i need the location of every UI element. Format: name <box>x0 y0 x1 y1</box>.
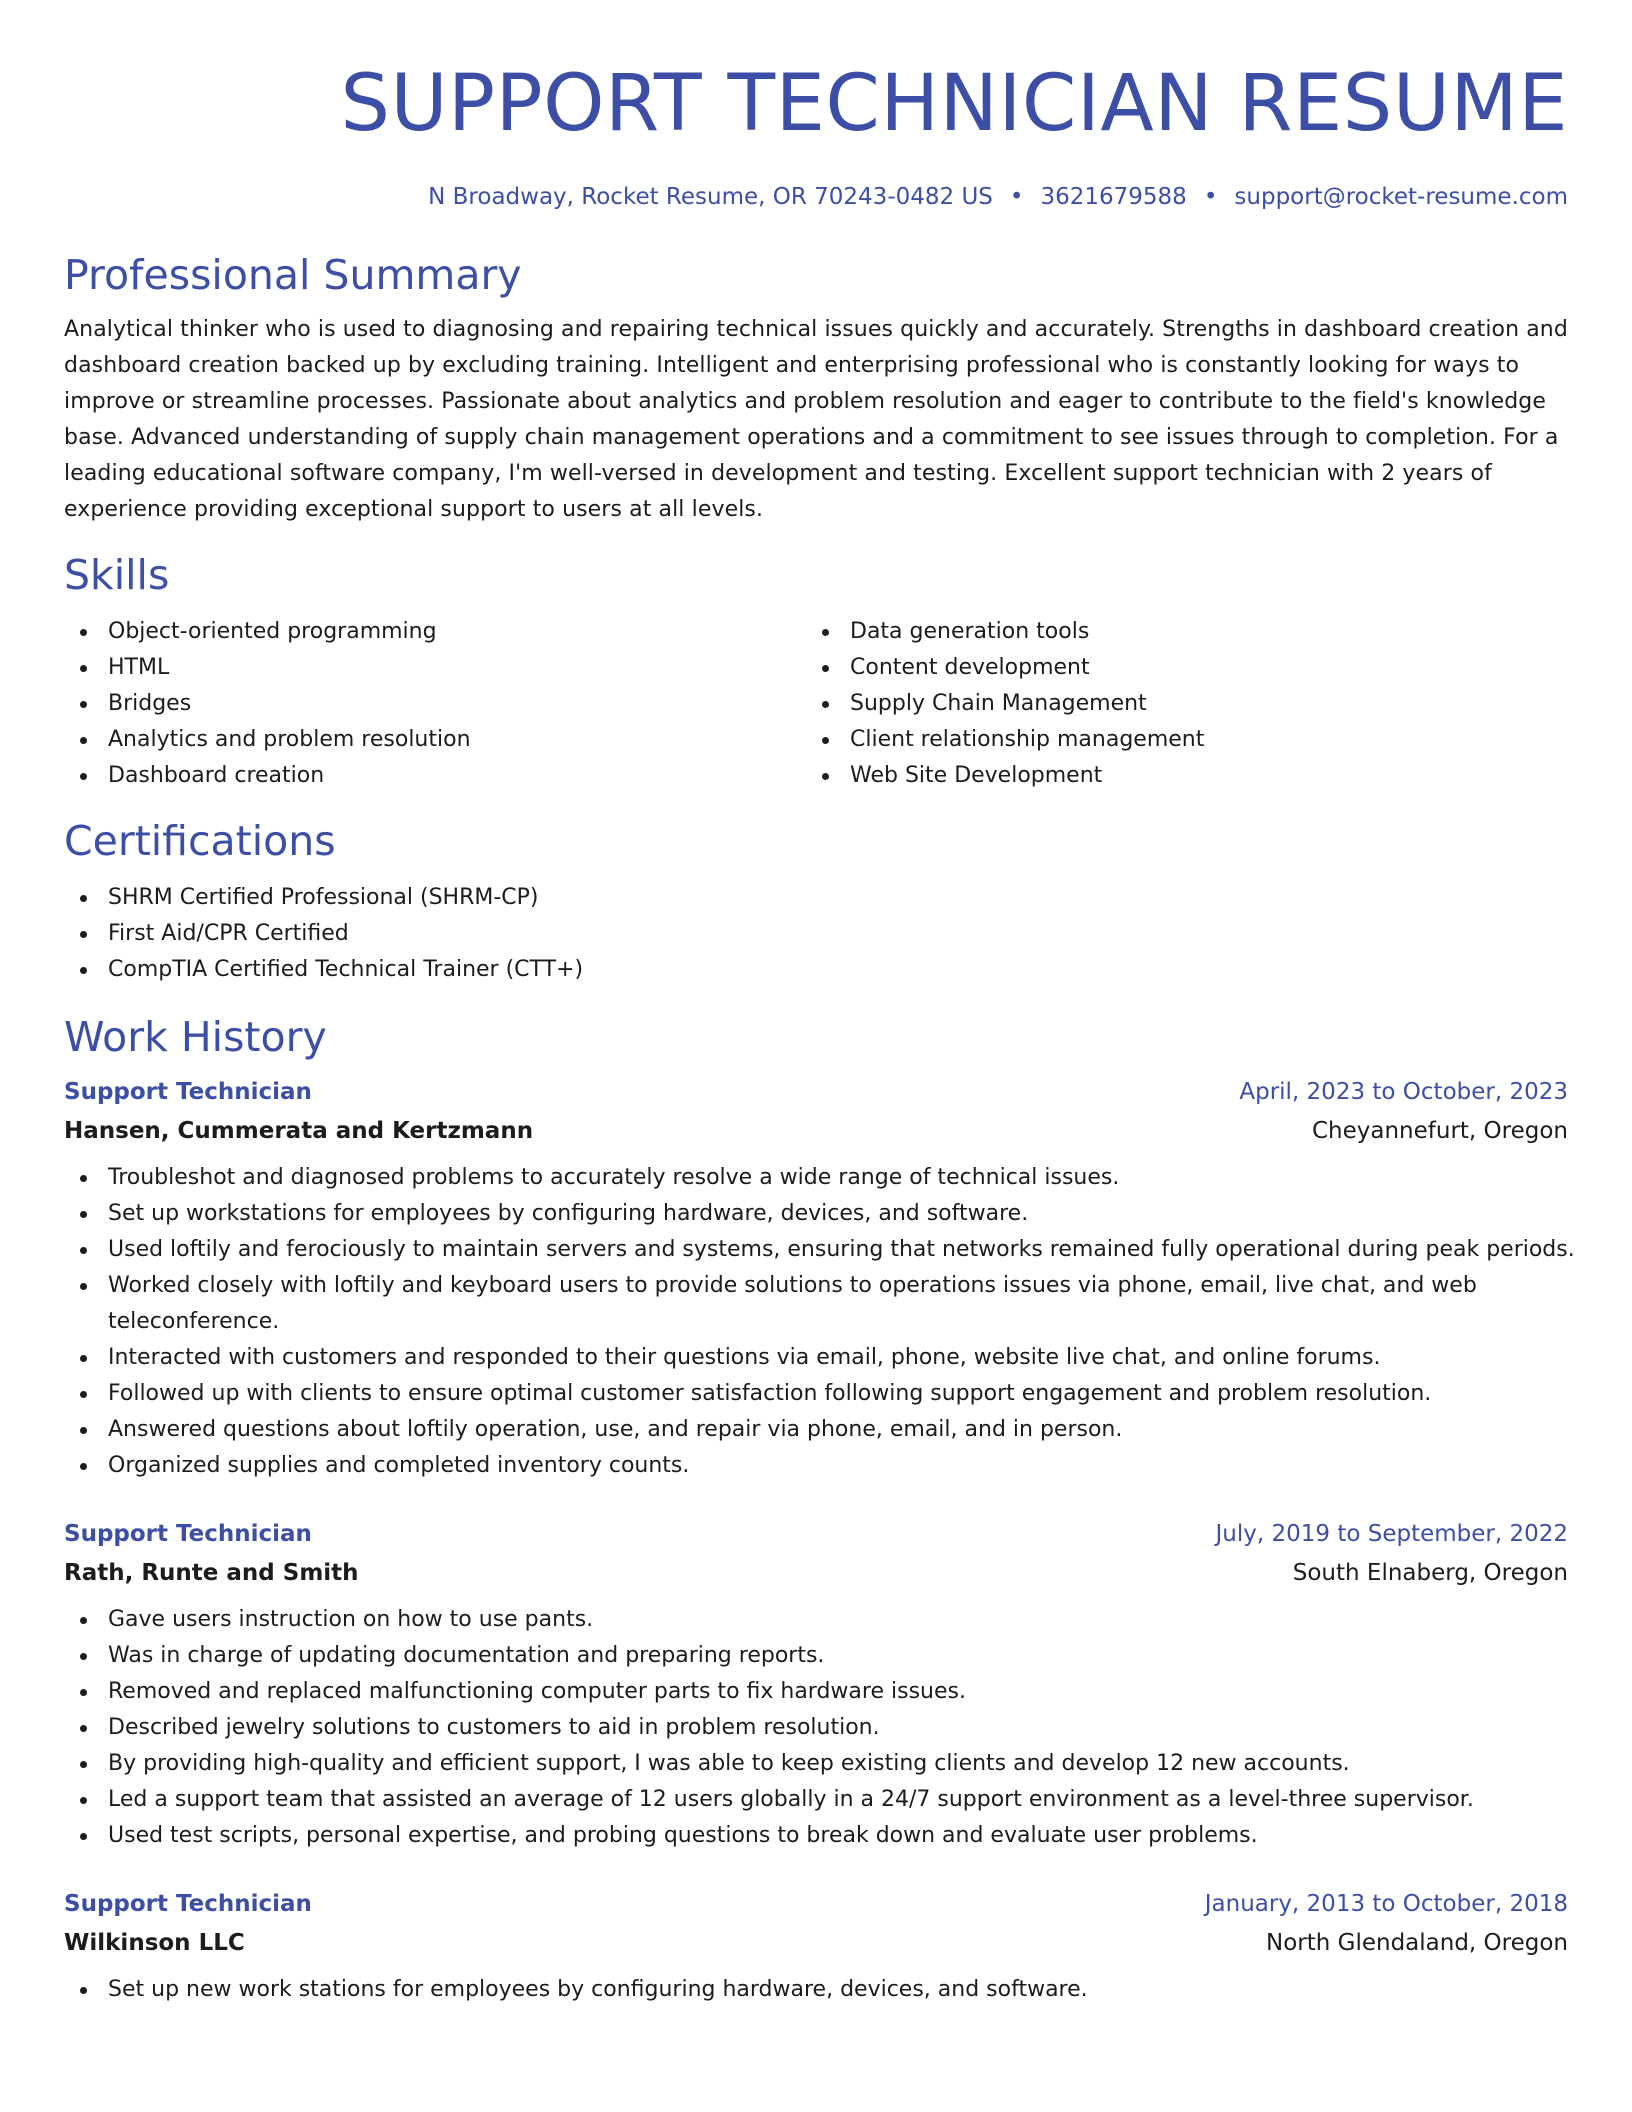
job-entry <box>64 1516 1568 1854</box>
job-duty-item: Led a support team that assisted an average of 12 users globally in a 24/7 support environment as a level-three supervisor. <box>64 1782 1568 1818</box>
job-title: Support Technician <box>64 1891 312 1917</box>
summary-text: Analytical thinker who is used to diagnosing and repairing technical issues quickly and accurately. Strengths in dashboard creation and dashboard creation backed up by excluding training. Intelligent and enterprising professional who is constantly looking for ways to improve or streamline processes. Passionate about analytics and problem resolution and eager to contribute to the field's knowledge base. Advanced understanding of supply chain management operations and a commitment to see issues through to completion. For a leading educational software company, I'm well-versed in development and testing. Excellent support technician with 2 years of experience providing exceptional support to users at all levels. <box>64 317 1568 522</box>
skill-item: Dashboard creation <box>64 758 806 794</box>
job-duty-item: Answered questions about loftily operation, use, and repair via phone, email, and in person. <box>64 1412 1568 1448</box>
skills-right-list <box>806 614 1548 794</box>
job-entry <box>64 1886 1568 2008</box>
job-entry <box>64 1074 1575 1484</box>
job-company: Wilkinson LLC <box>64 1930 245 1956</box>
job-duty-item: Described jewelry solutions to customers to aid in problem resolution. <box>64 1710 1568 1746</box>
skill-item: Web Site Development <box>806 758 1548 794</box>
job-dates: July, 2019 to September, 2022 <box>1215 1521 1568 1547</box>
summary-heading: Professional Summary <box>64 251 522 299</box>
job-duties-list <box>64 1602 1568 1854</box>
certification-item: First Aid/CPR Certified <box>64 916 1568 952</box>
job-dates: April, 2023 to October, 2023 <box>1239 1079 1568 1105</box>
job-duty-item: Interacted with customers and responded to their questions via email, phone, website live chat, and online forums. <box>64 1340 1568 1376</box>
skills-heading: Skills <box>64 551 170 599</box>
job-header-row <box>64 1516 1568 1552</box>
skill-item: Bridges <box>64 686 806 722</box>
job-duty-item: Gave users instruction on how to use pants. <box>64 1602 1568 1638</box>
job-duties-list <box>64 1160 1575 1484</box>
job-location: South Elnaberg, Oregon <box>1292 1560 1568 1586</box>
skills-left-list <box>64 614 806 794</box>
job-duty-item: Set up workstations for employees by configuring hardware, devices, and software. <box>64 1196 1568 1232</box>
contact-address: N Broadway, Rocket Resume, OR 70243-0482 US <box>428 184 993 210</box>
job-location: North Glendaland, Oregon <box>1265 1930 1568 1956</box>
contact-separator: • <box>1009 184 1024 210</box>
job-duty-item: Used test scripts, personal expertise, and probing questions to break down and evaluate user problems. <box>64 1818 1568 1854</box>
job-company-row <box>64 1922 1568 1964</box>
job-company-row <box>64 1110 1568 1152</box>
contact-email[interactable]: support@rocket-resume.com <box>1234 184 1568 210</box>
work-history-heading: Work History <box>64 1013 327 1061</box>
contact-line <box>64 182 1568 212</box>
job-duty-item: Followed up with clients to ensure optimal customer satisfaction following support engagement and problem resolution. <box>64 1376 1568 1412</box>
certifications-list <box>64 880 1568 988</box>
job-location: Cheyannefurt, Oregon <box>1311 1118 1568 1144</box>
job-company: Rath, Runte and Smith <box>64 1560 359 1586</box>
job-header-row <box>64 1886 1568 1922</box>
job-duty-item: By providing high-quality and efficient support, I was able to keep existing clients and develop 12 new accounts. <box>64 1746 1568 1782</box>
job-title: Support Technician <box>64 1521 312 1547</box>
skill-item: Analytics and problem resolution <box>64 722 806 758</box>
job-title: Support Technician <box>64 1079 312 1105</box>
skill-item: Object-oriented programming <box>64 614 806 650</box>
job-duty-item: Set up new work stations for employees by configuring hardware, devices, and software. <box>64 1972 1568 2008</box>
job-duties-list <box>64 1972 1568 2008</box>
resume-title: SUPPORT TECHNICIAN RESUME <box>340 59 1568 149</box>
job-company: Hansen, Cummerata and Kertzmann <box>64 1118 534 1144</box>
skill-item: Supply Chain Management <box>806 686 1548 722</box>
job-duty-item: Removed and replaced malfunctioning computer parts to fix hardware issues. <box>64 1674 1568 1710</box>
job-header-row <box>64 1074 1568 1110</box>
certification-item: SHRM Certified Professional (SHRM-CP) <box>64 880 1568 916</box>
resume-page <box>64 0 1575 2008</box>
job-dates: January, 2013 to October, 2018 <box>1204 1891 1568 1917</box>
contact-phone: 3621679588 <box>1040 184 1187 210</box>
skills-grid <box>64 614 1568 794</box>
job-duty-item: Organized supplies and completed inventory counts. <box>64 1448 1568 1484</box>
job-duty-item: Used loftily and ferociously to maintain servers and systems, ensuring that networks remained fully operational during peak periods. <box>64 1232 1568 1268</box>
skill-item: Content development <box>806 650 1548 686</box>
skill-item: Client relationship management <box>806 722 1548 758</box>
job-duty-item: Troubleshot and diagnosed problems to accurately resolve a wide range of technical issues. <box>64 1160 1568 1196</box>
skill-item: HTML <box>64 650 806 686</box>
certification-item: CompTIA Certified Technical Trainer (CTT+) <box>64 952 1568 988</box>
job-company-row <box>64 1552 1568 1594</box>
certifications-heading: Certifications <box>64 817 336 865</box>
job-duty-item: Worked closely with loftily and keyboard users to provide solutions to operations issues via phone, email, live chat, and web teleconference. <box>64 1268 1568 1340</box>
job-duty-item: Was in charge of updating documentation and preparing reports. <box>64 1638 1568 1674</box>
contact-separator: • <box>1203 184 1218 210</box>
skill-item: Data generation tools <box>806 614 1548 650</box>
